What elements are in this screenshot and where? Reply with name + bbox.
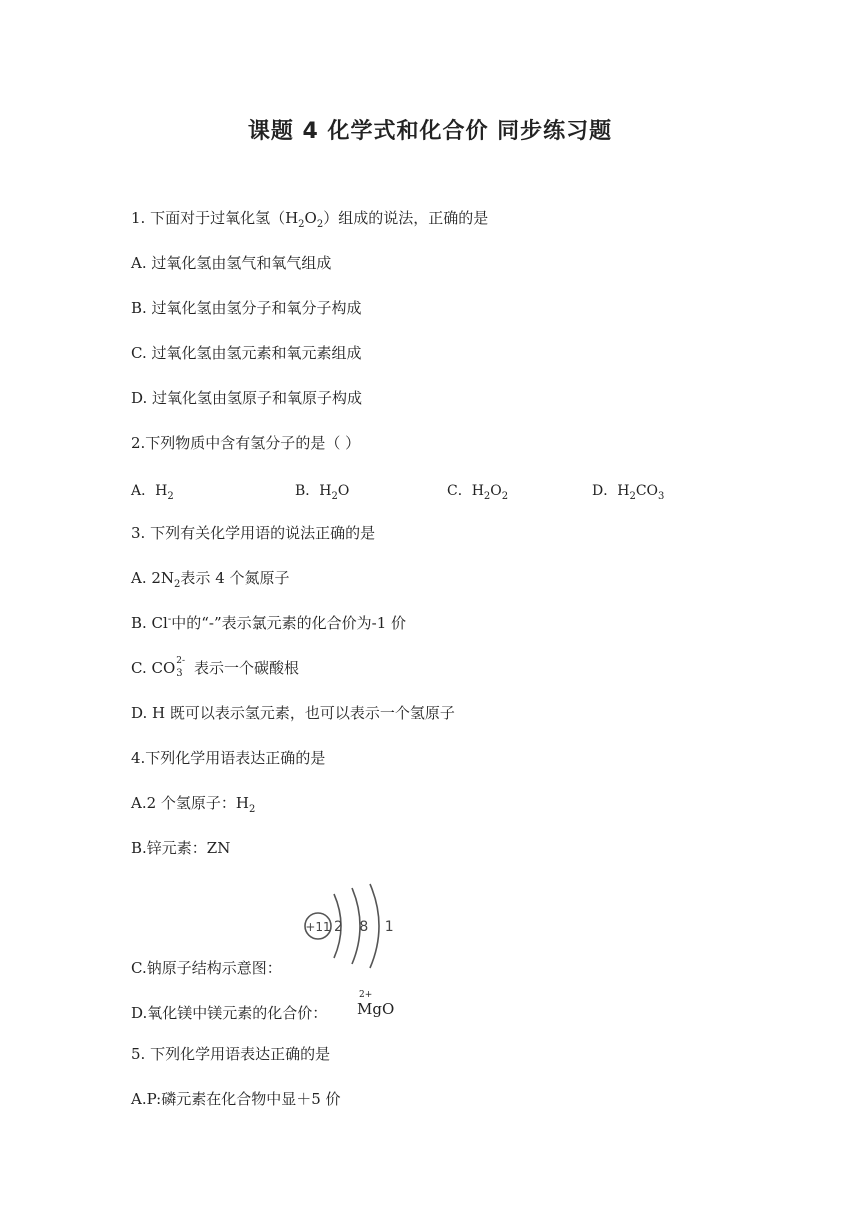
question-1-option-b: B. 过氧化氢由氢分子和氧分子构成: [131, 299, 362, 317]
svg-text:2 8 1: 2 8 1: [334, 919, 400, 935]
question-2-stem: 2.下列物质中含有氢分子的是（ ）: [131, 434, 361, 452]
question-1-option-c: C. 过氧化氢由氢元素和氧元素组成: [131, 344, 362, 362]
question-5-option-a: A.P:磷元素在化合物中显＋5 价: [131, 1090, 341, 1108]
svg-text:+11: +11: [305, 920, 331, 934]
sodium-atom-diagram: [300, 880, 400, 960]
page-title: 课题 4 化学式和化合价 同步练习题: [247, 119, 613, 144]
question-3-stem: 3. 下列有关化学用语的说法正确的是: [131, 524, 376, 542]
question-5-stem: 5. 下列化学用语表达正确的是: [131, 1045, 331, 1063]
question-3-option-d: D. H 既可以表示氢元素，也可以表示一个氢原子: [131, 704, 455, 722]
question-4-option-d: D.氧化镁中镁元素的化合价：: [131, 1004, 328, 1022]
question-2-option-c: C．$H_2O_2$: [447, 483, 509, 502]
question-3-option-b: B. Cl-中的“-”表示氯元素的化合价为-1 价: [131, 614, 407, 632]
question-2-option-b: B．$H_2O$: [295, 483, 350, 502]
question-1-option-a: A. 过氧化氢由氢气和氧气组成: [131, 254, 332, 272]
question-2-option-a: A．$H_2$: [131, 483, 174, 502]
question-4-option-a: A.2 个氢原子：$H_2$: [131, 794, 256, 815]
question-1-stem: 1. 下面对于过氧化氢$(H_2O_2)$组成的说法，正确的是: [131, 209, 489, 230]
question-4-stem: 4.下列化学用语表达正确的是: [131, 749, 326, 767]
question-3-option-c: C. CO 2- 3 表示一个碳酸根: [131, 656, 300, 679]
question-4-option-c: C.钠原子结构示意图：: [131, 959, 282, 977]
question-3-option-a: A. $2N_2$表示 4 个氮原子: [131, 569, 290, 590]
question-1-option-d: D. 过氧化氢由氢原子和氧原子构成: [131, 389, 363, 407]
magnesium-oxide-formula: 2+ MgO: [357, 990, 395, 1018]
question-4-option-b: B.锌元素：ZN: [131, 839, 231, 857]
question-2-option-d: D．$H_2CO_3$: [592, 483, 665, 502]
